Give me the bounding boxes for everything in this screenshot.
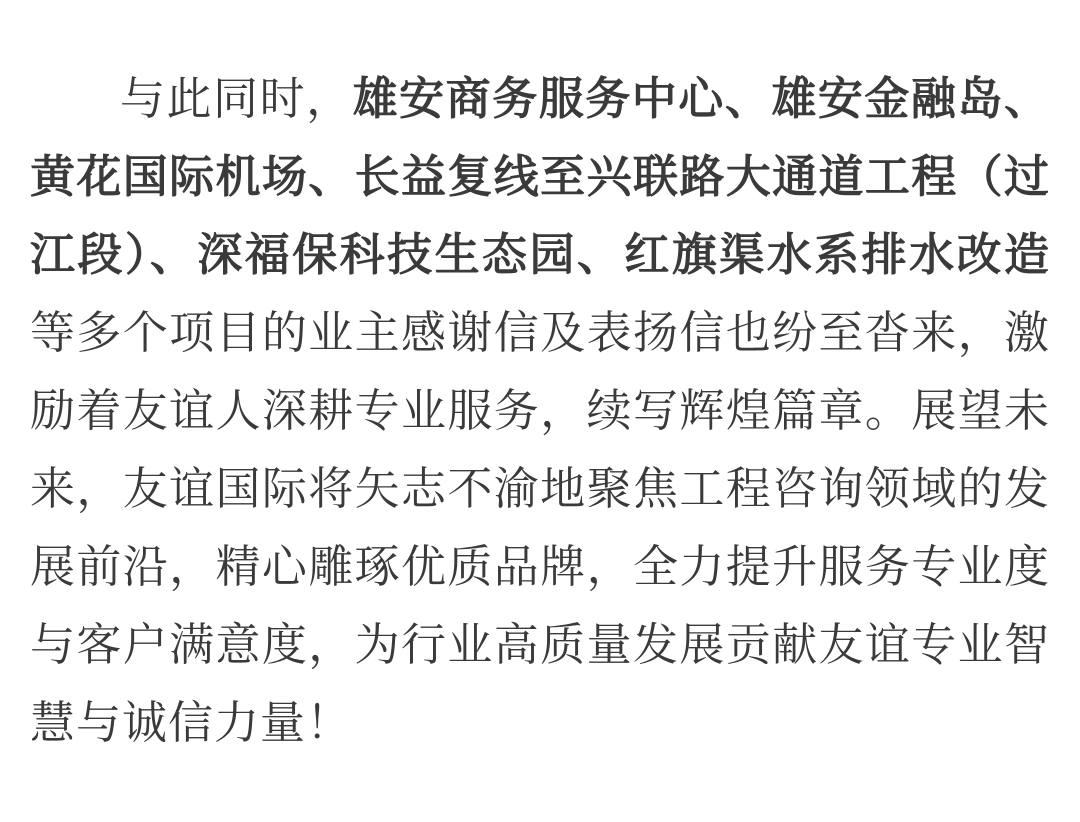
text-segment-bold: 雄安商务服务中心、雄安金融岛、黄花国际机场、长益复线至兴联路大通道工程（过江段）、深福保科技生态园、红旗渠水系排水改造 (30, 73, 1050, 280)
text-segment: 等多个项目的业主感谢信及表扬信也纷至沓来，激励着友谊人深耕专业服务，续写辉煌篇章。展望未来，友谊国际将矢志不渝地聚焦工程咨询领域的发展前沿，精心雕琢优质品牌，全力提升服务专业度与客户满意度，为行业高质量发展贡献友谊专业智慧与诚信力量！ (30, 307, 1050, 748)
text-segment: 与此同时， (120, 73, 353, 124)
paragraph (30, 60, 1050, 762)
